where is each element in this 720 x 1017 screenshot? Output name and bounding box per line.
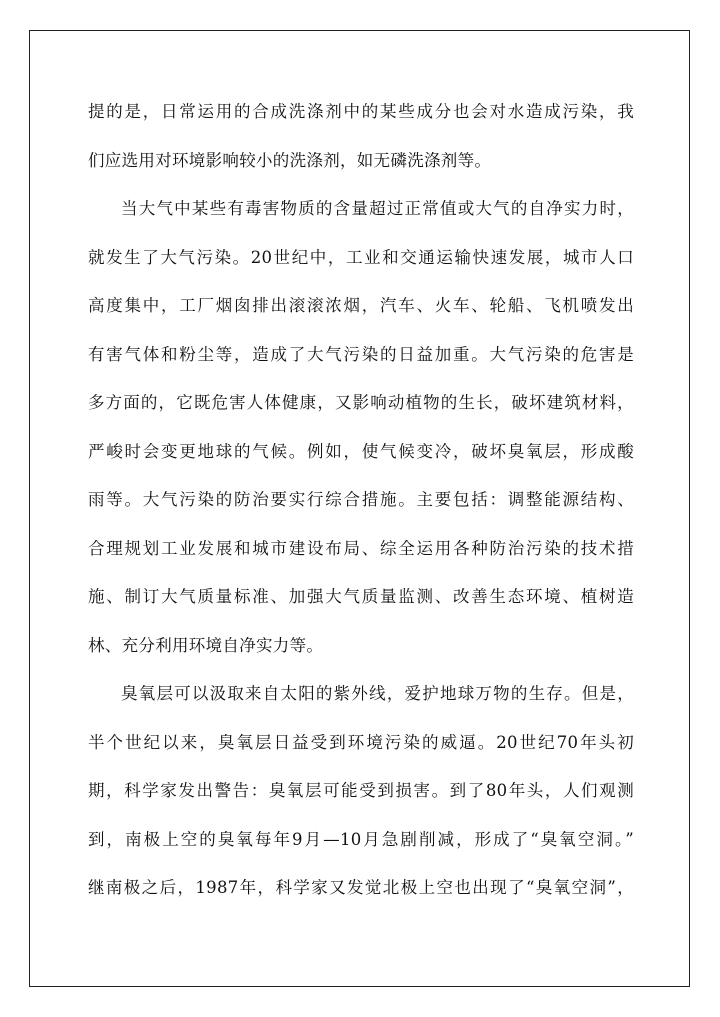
text-line: 半个世纪以来，臭氧层日益受到环境污染的威逼。20世纪70年头初 [88,732,634,752]
text-line: 施、制订大气质量标准、加强大气质量监测、改善生态环境、植树造 [88,587,634,606]
text-line: 高度集中，工厂烟囱排出滚滚浓烟，汽车、火车、轮船、飞机喷发出 [88,296,634,315]
text-line: 合理规划工业发展和城市建设布局、综全运用各种防治污染的技术措 [88,538,634,558]
text-line: 继南极之后，1987年，科学家又发觉北极上空也出现了“臭氧空洞”， [88,878,634,897]
text-line: 有害气体和粉尘等，造成了大气污染的日益加重。大气污染的危害是 [88,344,634,364]
document-body [88,92,634,917]
text-line: 期，科学家发出警告：臭氧层可能受到损害。到了80年头，人们观测 [88,781,634,800]
text-line: 到，南极上空的臭氧每年9月—10月急剧削减，形成了“臭氧空洞。” [88,829,634,849]
text-line: 雨等。大气污染的防治要实行综合措施。主要包括：调整能源结构、 [88,490,634,509]
text-line: 严峻时会变更地球的气候。例如，使气候变冷，破坏臭氧层，形成酸 [88,441,634,461]
text-line: 提的是，日常运用的合成洗涤剂中的某些成分也会对水造成污染，我 [88,102,634,121]
paragraph-start-line: 臭氧层可以汲取来自太阳的紫外线，爱护地球万物的生存。但是， [121,684,634,703]
text-line: 多方面的，它既危害人体健康，又影响动植物的生长，破坏建筑材料， [88,393,634,412]
paragraph-start-line: 当大气中某些有毒害物质的含量超过正常值或大气的自净实力时， [121,199,634,218]
text-line: 们应选用对环境影响较小的洗涤剂，如无磷洗涤剂等。 [88,150,492,170]
text-line: 就发生了大气污染。20世纪中，工业和交通运输快速发展，城市人口 [88,247,634,267]
text-line: 林、充分利用环境自净实力等。 [88,635,324,655]
